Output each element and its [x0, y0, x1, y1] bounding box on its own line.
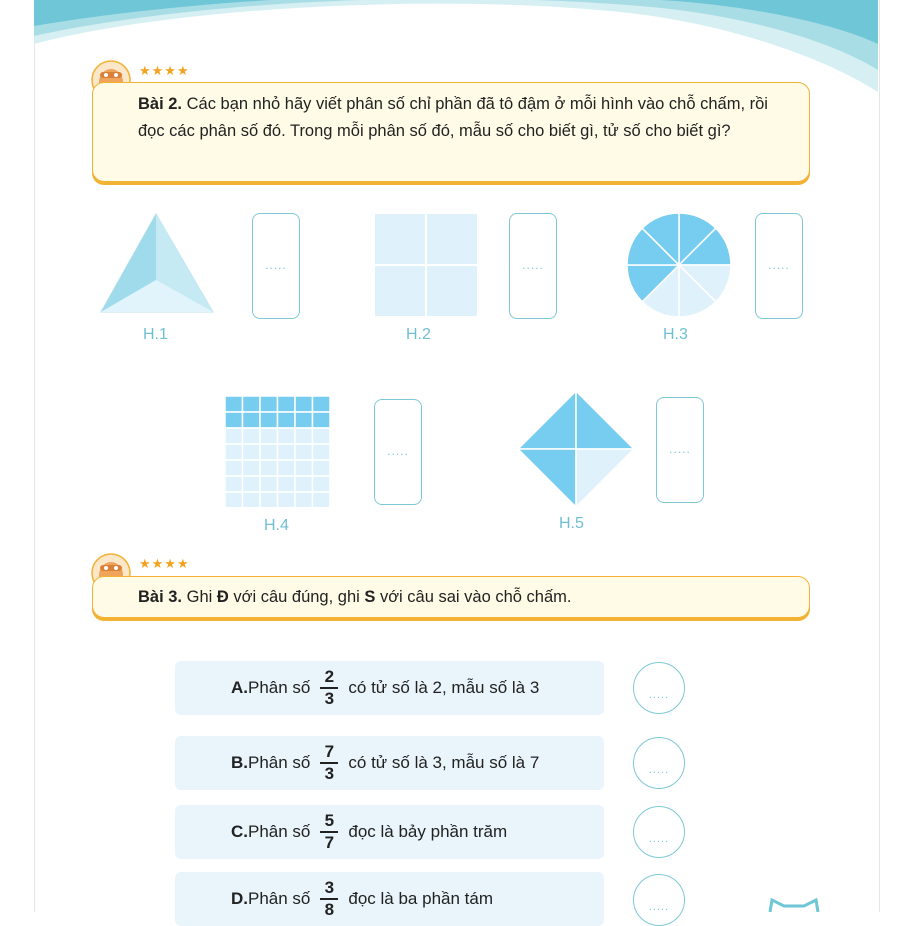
grid-cell [295, 492, 313, 507]
grid-cell [260, 396, 278, 412]
grid-cell [295, 428, 313, 444]
figure-label-h3: H.3 [663, 326, 688, 343]
grid-cell [313, 428, 331, 444]
grid-cell [225, 492, 243, 507]
grid-cell [313, 492, 331, 507]
figure-h3-circle [625, 211, 733, 319]
fraction: $\frac{2}{3}$ [320, 668, 338, 708]
grid-cell [225, 476, 243, 492]
grid-cell [278, 492, 296, 507]
exercise-3-box [92, 576, 810, 618]
grid-cell [225, 460, 243, 476]
grid-cell [278, 460, 296, 476]
grid-cell [225, 444, 243, 460]
exercise-3-title: Bài 3. [138, 588, 183, 606]
answer-circle-b[interactable]: ..... [633, 737, 685, 789]
cat-ears-icon [766, 898, 822, 912]
exercise-2-title: Bài 2. [138, 95, 183, 113]
grid-cell [260, 428, 278, 444]
answer-circle-c[interactable]: ..... [633, 806, 685, 858]
grid-cell [260, 492, 278, 507]
grid-cell [278, 412, 296, 428]
grid-cell [260, 444, 278, 460]
grid-cell [313, 412, 331, 428]
answer-circle-d[interactable]: ..... [633, 874, 685, 926]
answer-box-h3[interactable]: ..... [755, 213, 803, 319]
grid-cell [295, 476, 313, 492]
grid-cell [295, 460, 313, 476]
grid-cell [278, 396, 296, 412]
answer-box-h4[interactable]: ..... [374, 399, 422, 505]
grid-cell [278, 428, 296, 444]
statement-b: B. Phân số $\frac{7}{3}$ có tử số là 3, mẫu số là 7 [175, 736, 604, 790]
grid-cell [278, 444, 296, 460]
grid-cell [260, 412, 278, 428]
figure-label-h5: H.5 [559, 515, 584, 532]
figure-h4-grid [224, 395, 330, 507]
answer-box-h2[interactable]: ..... [509, 213, 557, 319]
grid-cell [243, 396, 261, 412]
exercise-2-text [138, 91, 788, 145]
answer-box-h5[interactable]: ..... [656, 397, 704, 503]
figure-label-h2: H.2 [406, 326, 431, 343]
statement-d: D. Phân số $\frac{3}{8}$ đọc là ba phần tám [175, 872, 604, 926]
grid-cell [313, 444, 331, 460]
difficulty-stars: ★★★★ [139, 556, 190, 571]
difficulty-stars: ★★★★ [139, 63, 190, 78]
grid-cell [313, 460, 331, 476]
fraction: $\frac{3}{8}$ [320, 879, 338, 919]
answer-box-h1[interactable]: ..... [252, 213, 300, 319]
grid-cell [295, 444, 313, 460]
figure-h2-square [374, 213, 478, 317]
grid-cell [225, 428, 243, 444]
statement-c: C. Phân số $\frac{5}{7}$ đọc là bảy phần trăm [175, 805, 604, 859]
grid-cell [260, 476, 278, 492]
exercise-2-box [92, 82, 810, 182]
grid-cell [225, 396, 243, 412]
figure-h5-diamond [517, 390, 635, 508]
grid-cell [243, 428, 261, 444]
figure-label-h1: H.1 [143, 326, 168, 343]
grid-cell [243, 492, 261, 507]
grid-cell [243, 444, 261, 460]
figure-label-h4: H.4 [264, 517, 289, 534]
answer-circle-a[interactable]: ..... [633, 662, 685, 714]
grid-cell [278, 476, 296, 492]
grid-cell [260, 460, 278, 476]
grid-cell [243, 476, 261, 492]
grid-cell [313, 476, 331, 492]
grid-cell [243, 460, 261, 476]
statement-a: A. Phân số $\frac{2}{3}$ có tử số là 2, mẫu số là 3 [175, 661, 604, 715]
grid-cell [295, 412, 313, 428]
grid-cell [243, 412, 261, 428]
fraction: $\frac{5}{7}$ [320, 812, 338, 852]
figure-h1-triangle [99, 212, 215, 314]
grid-cell [295, 396, 313, 412]
exercise-3-text: Bài 3. Ghi Đ với câu đúng, ghi S với câu sai vào chỗ chấm. [138, 588, 572, 606]
grid-cell [313, 396, 331, 412]
grid-cell [225, 412, 243, 428]
fraction: $\frac{7}{3}$ [320, 743, 338, 783]
exercise-2-prompt: Các bạn nhỏ hãy viết phân số chỉ phần đã tô đậm ở mỗi hình vào chỗ chấm, rồi đọc các phân số đó. Trong mỗi phân số đó, mẫu số cho biết gì, tử số cho biết gì? [138, 95, 768, 140]
